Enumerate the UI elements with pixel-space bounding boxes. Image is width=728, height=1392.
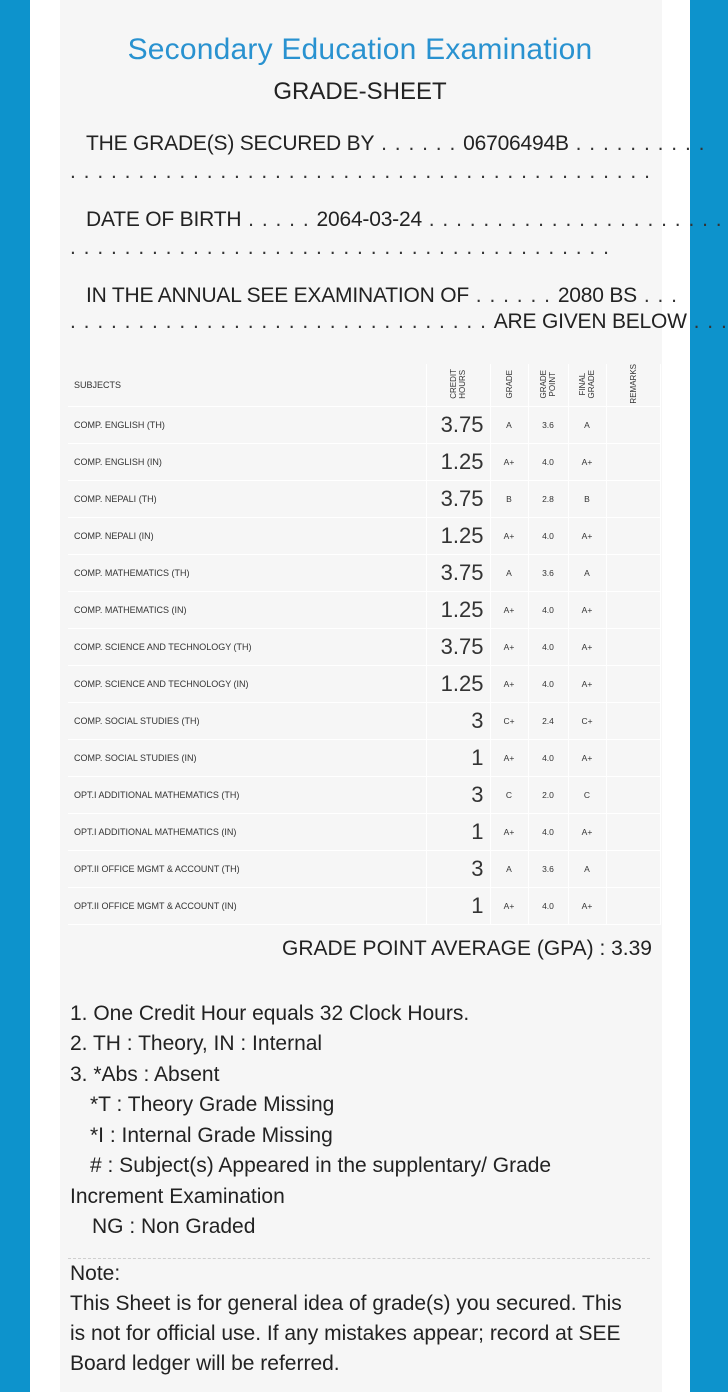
subject-cell: OPT.I ADDITIONAL MATHEMATICS (IN) [68, 813, 426, 850]
table-row [68, 813, 660, 850]
disclaimer-line: is not for official use. If any mistakes appear; record at SEE [70, 1322, 621, 1345]
grade-point-cell: 4.0 [528, 628, 568, 665]
disclaimer-line: Board ledger will be referred. [70, 1352, 340, 1375]
subject-cell: COMP. ENGLISH (TH) [68, 406, 426, 443]
grade-point-cell: 4.0 [528, 813, 568, 850]
grade-cell: B [490, 480, 528, 517]
grade-cell: A [490, 406, 528, 443]
grade-cell: A+ [490, 443, 528, 480]
given-below-line: . . . . . . . . . . . . . . . . . . . . . . . . . . . . . . . ARE GIVEN BELOW . . . [70, 310, 728, 333]
final-grade-cell: A+ [568, 443, 606, 480]
credit-hours-cell: 1 [426, 887, 490, 924]
grade-point-cell: 3.6 [528, 850, 568, 887]
grade-cell: A [490, 554, 528, 591]
credit-hours-cell: 3 [426, 850, 490, 887]
remarks-cell [606, 628, 660, 665]
final-grade-cell: A+ [568, 665, 606, 702]
table-row [68, 887, 660, 924]
remarks-cell [606, 850, 660, 887]
notes-divider [68, 1258, 650, 1259]
note-supplementary: # : Subject(s) Appeared in the supplentary/ Grade [90, 1154, 552, 1177]
given-below-label: ARE GIVEN BELOW [493, 310, 687, 333]
note-theory-missing: *T : Theory Grade Missing [90, 1093, 335, 1116]
credit-hours-cell: 1.25 [426, 665, 490, 702]
table-row [68, 480, 660, 517]
note-internal-missing: *I : Internal Grade Missing [90, 1124, 333, 1147]
subject-cell: COMP. SCIENCE AND TECHNOLOGY (IN) [68, 665, 426, 702]
subject-cell: OPT.II OFFICE MGMT & ACCOUNT (IN) [68, 887, 426, 924]
final-grade-cell: A+ [568, 628, 606, 665]
credit-hours-cell: 1 [426, 813, 490, 850]
credit-hours-header: CREDIT HOURS [426, 364, 490, 406]
credit-hours-cell: 1.25 [426, 517, 490, 554]
note-credit-hour: 1. One Credit Hour equals 32 Clock Hours. [70, 1002, 470, 1025]
subject-cell: OPT.I ADDITIONAL MATHEMATICS (TH) [68, 776, 426, 813]
remarks-cell [606, 739, 660, 776]
subject-cell: COMP. SOCIAL STUDIES (IN) [68, 739, 426, 776]
table-row [68, 628, 660, 665]
subject-cell: COMP. NEPALI (TH) [68, 480, 426, 517]
credit-hours-cell: 1 [426, 739, 490, 776]
table-row [68, 850, 660, 887]
credit-hours-cell: 3 [426, 776, 490, 813]
table-row [68, 591, 660, 628]
grade-cell: A+ [490, 591, 528, 628]
subject-cell: COMP. NEPALI (IN) [68, 517, 426, 554]
exam-year: 2080 BS [557, 284, 637, 307]
final-grade-cell: A+ [568, 739, 606, 776]
remarks-cell [606, 517, 660, 554]
grade-point-cell: 4.0 [528, 443, 568, 480]
grade-point-cell: 4.0 [528, 887, 568, 924]
grade-cell: A [490, 850, 528, 887]
disclaimer-line: This Sheet is for general idea of grade(s) you secured. This [70, 1292, 622, 1315]
remarks-cell [606, 406, 660, 443]
final-grade-cell: A [568, 850, 606, 887]
final-grade-cell: A [568, 554, 606, 591]
disclaimer-title: Note: [70, 1262, 121, 1285]
subject-cell: OPT.II OFFICE MGMT & ACCOUNT (TH) [68, 850, 426, 887]
secured-by-line: THE GRADE(S) SECURED BY . . . . . . 06706494B . . . . . . . . . . [86, 132, 706, 155]
grade-cell: A+ [490, 813, 528, 850]
table-row [68, 517, 660, 554]
final-grade-cell: C+ [568, 702, 606, 739]
grade-cell: A+ [490, 739, 528, 776]
credit-hours-cell: 3.75 [426, 480, 490, 517]
credit-hours-cell: 3 [426, 702, 490, 739]
page-title: Secondary Education Examination [127, 33, 593, 66]
final-grade-cell: B [568, 480, 606, 517]
subjects-header: SUBJECTS [68, 364, 426, 406]
remarks-cell [606, 813, 660, 850]
credit-hours-cell: 1.25 [426, 443, 490, 480]
final-grade-cell: A+ [568, 813, 606, 850]
grade-cell: A+ [490, 517, 528, 554]
remarks-cell [606, 776, 660, 813]
sheet-subtitle: GRADE-SHEET [273, 78, 447, 105]
grade-point-cell: 4.0 [528, 665, 568, 702]
table-header-row [68, 364, 660, 406]
table-row [68, 443, 660, 480]
subject-cell: COMP. MATHEMATICS (TH) [68, 554, 426, 591]
dob-value: 2064-03-24 [316, 208, 422, 231]
table-row [68, 739, 660, 776]
final-grade-cell: A [568, 406, 606, 443]
subject-cell: COMP. SCIENCE AND TECHNOLOGY (TH) [68, 628, 426, 665]
credit-hours-cell: 3.75 [426, 628, 490, 665]
table-row [68, 406, 660, 443]
final-grade-header: FINAL GRADE [568, 364, 606, 406]
final-grade-cell: C [568, 776, 606, 813]
table-row [68, 776, 660, 813]
note-non-graded: NG : Non Graded [92, 1215, 256, 1238]
grade-point-cell: 3.6 [528, 406, 568, 443]
remarks-header: REMARKS [606, 364, 660, 406]
dob-line: DATE OF BIRTH . . . . . 2064-03-24 . . . . . . . . . . . . . . . . . . . . . . [86, 208, 723, 231]
remarks-cell [606, 443, 660, 480]
exam-line: IN THE ANNUAL SEE EXAMINATION OF . . . . . . 2080 BS . . . [86, 284, 678, 307]
grade-cell: A+ [490, 628, 528, 665]
credit-hours-cell: 3.75 [426, 406, 490, 443]
grade-cell: A+ [490, 665, 528, 702]
grade-point-cell: 2.4 [528, 702, 568, 739]
remarks-cell [606, 665, 660, 702]
secured-by-label: THE GRADE(S) SECURED BY [86, 132, 375, 155]
exam-label: IN THE ANNUAL SEE EXAMINATION OF [86, 284, 469, 307]
final-grade-cell: A+ [568, 517, 606, 554]
grade-point-cell: 4.0 [528, 739, 568, 776]
table-row [68, 665, 660, 702]
note-absent: 3. *Abs : Absent [70, 1063, 220, 1086]
dob-label: DATE OF BIRTH [86, 208, 242, 231]
grade-cell: A+ [490, 887, 528, 924]
note-supplementary-cont: Increment Examination [70, 1185, 285, 1208]
dotted-filler: . . . . . . . . . . . . . . . . . . . . . . . . . . . . . . . . . . . . . . . . [70, 236, 610, 259]
grade-point-cell: 3.6 [528, 554, 568, 591]
grade-point-header: GRADE POINT [528, 364, 568, 406]
credit-hours-cell: 3.75 [426, 554, 490, 591]
grade-header: GRADE [490, 364, 528, 406]
gpa-summary: GRADE POINT AVERAGE (GPA) : 3.39 [282, 937, 652, 960]
final-grade-cell: A+ [568, 591, 606, 628]
grade-cell: C [490, 776, 528, 813]
grade-point-cell: 4.0 [528, 591, 568, 628]
remarks-cell [606, 702, 660, 739]
remarks-cell [606, 480, 660, 517]
subject-cell: COMP. ENGLISH (IN) [68, 443, 426, 480]
dotted-filler: . . . . . . . . . . . . . . . . . . . . . . . . . . . . . . . . . . . . . . . . . . . [70, 160, 651, 183]
subject-cell: COMP. SOCIAL STUDIES (TH) [68, 702, 426, 739]
note-theory-internal: 2. TH : Theory, IN : Internal [70, 1032, 323, 1055]
grade-point-cell: 2.0 [528, 776, 568, 813]
credit-hours-cell: 1.25 [426, 591, 490, 628]
remarks-cell [606, 591, 660, 628]
remarks-cell [606, 554, 660, 591]
symbol-number: 06706494B [463, 132, 569, 155]
subject-cell: COMP. MATHEMATICS (IN) [68, 591, 426, 628]
grades-table [68, 364, 661, 925]
grade-point-cell: 4.0 [528, 517, 568, 554]
grade-cell: C+ [490, 702, 528, 739]
remarks-cell [606, 887, 660, 924]
table-row [68, 554, 660, 591]
table-row [68, 702, 660, 739]
grade-point-cell: 2.8 [528, 480, 568, 517]
final-grade-cell: A+ [568, 887, 606, 924]
